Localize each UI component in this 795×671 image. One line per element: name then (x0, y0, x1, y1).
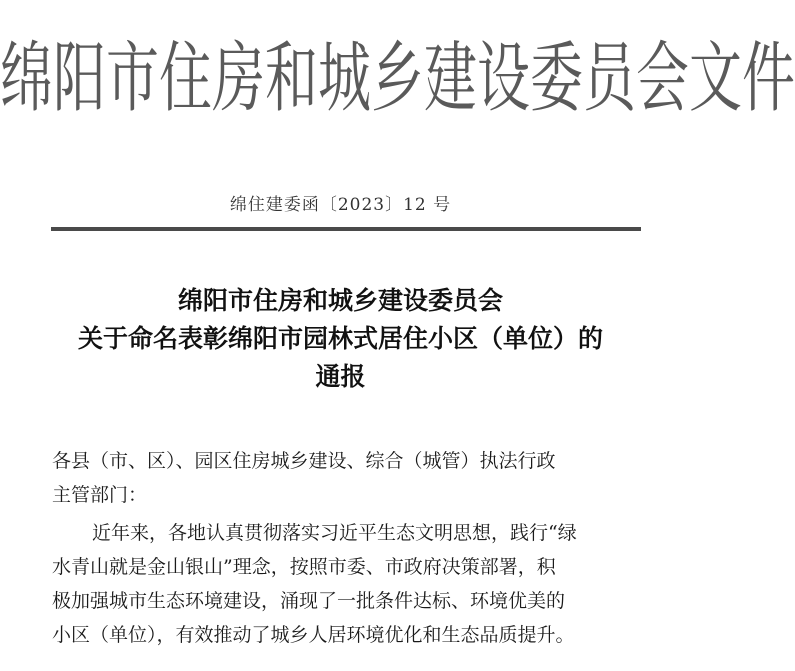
document-title (40, 282, 641, 396)
body-line-1: 近年来，各地认真贯彻落实习近平生态文明思想，践行“绿 (92, 522, 577, 544)
addressee-line-2: 主管部门： (52, 484, 148, 506)
title-line-1: 绵阳市住房和城乡建设委员会 (177, 286, 503, 315)
document-number: 绵住建委函〔2023〕12 号 (229, 195, 452, 215)
addressee (52, 444, 642, 512)
header-divider (51, 227, 641, 231)
body-line-4: 小区（单位），有效推动了城乡人居环境优化和生态品质提升。 (52, 624, 575, 646)
body-line-2: 水青山就是金山银山”理念，按照市委、市政府决策部署，积 (52, 556, 556, 578)
title-line-2: 关于命名表彰绵阳市园林式居住小区（单位）的 (77, 324, 603, 353)
document-masthead: 绵阳市住房和城乡建设委员会文件 (0, 35, 795, 124)
body-line-3: 极加强城市生态环境建设，涌现了一批条件达标、环境优美的 (52, 590, 566, 612)
body-paragraph (52, 516, 642, 652)
addressee-line-1: 各县（市、区）、园区住房城乡建设、综合（城管）执法行政 (52, 450, 556, 472)
title-line-3: 通报 (315, 362, 366, 391)
